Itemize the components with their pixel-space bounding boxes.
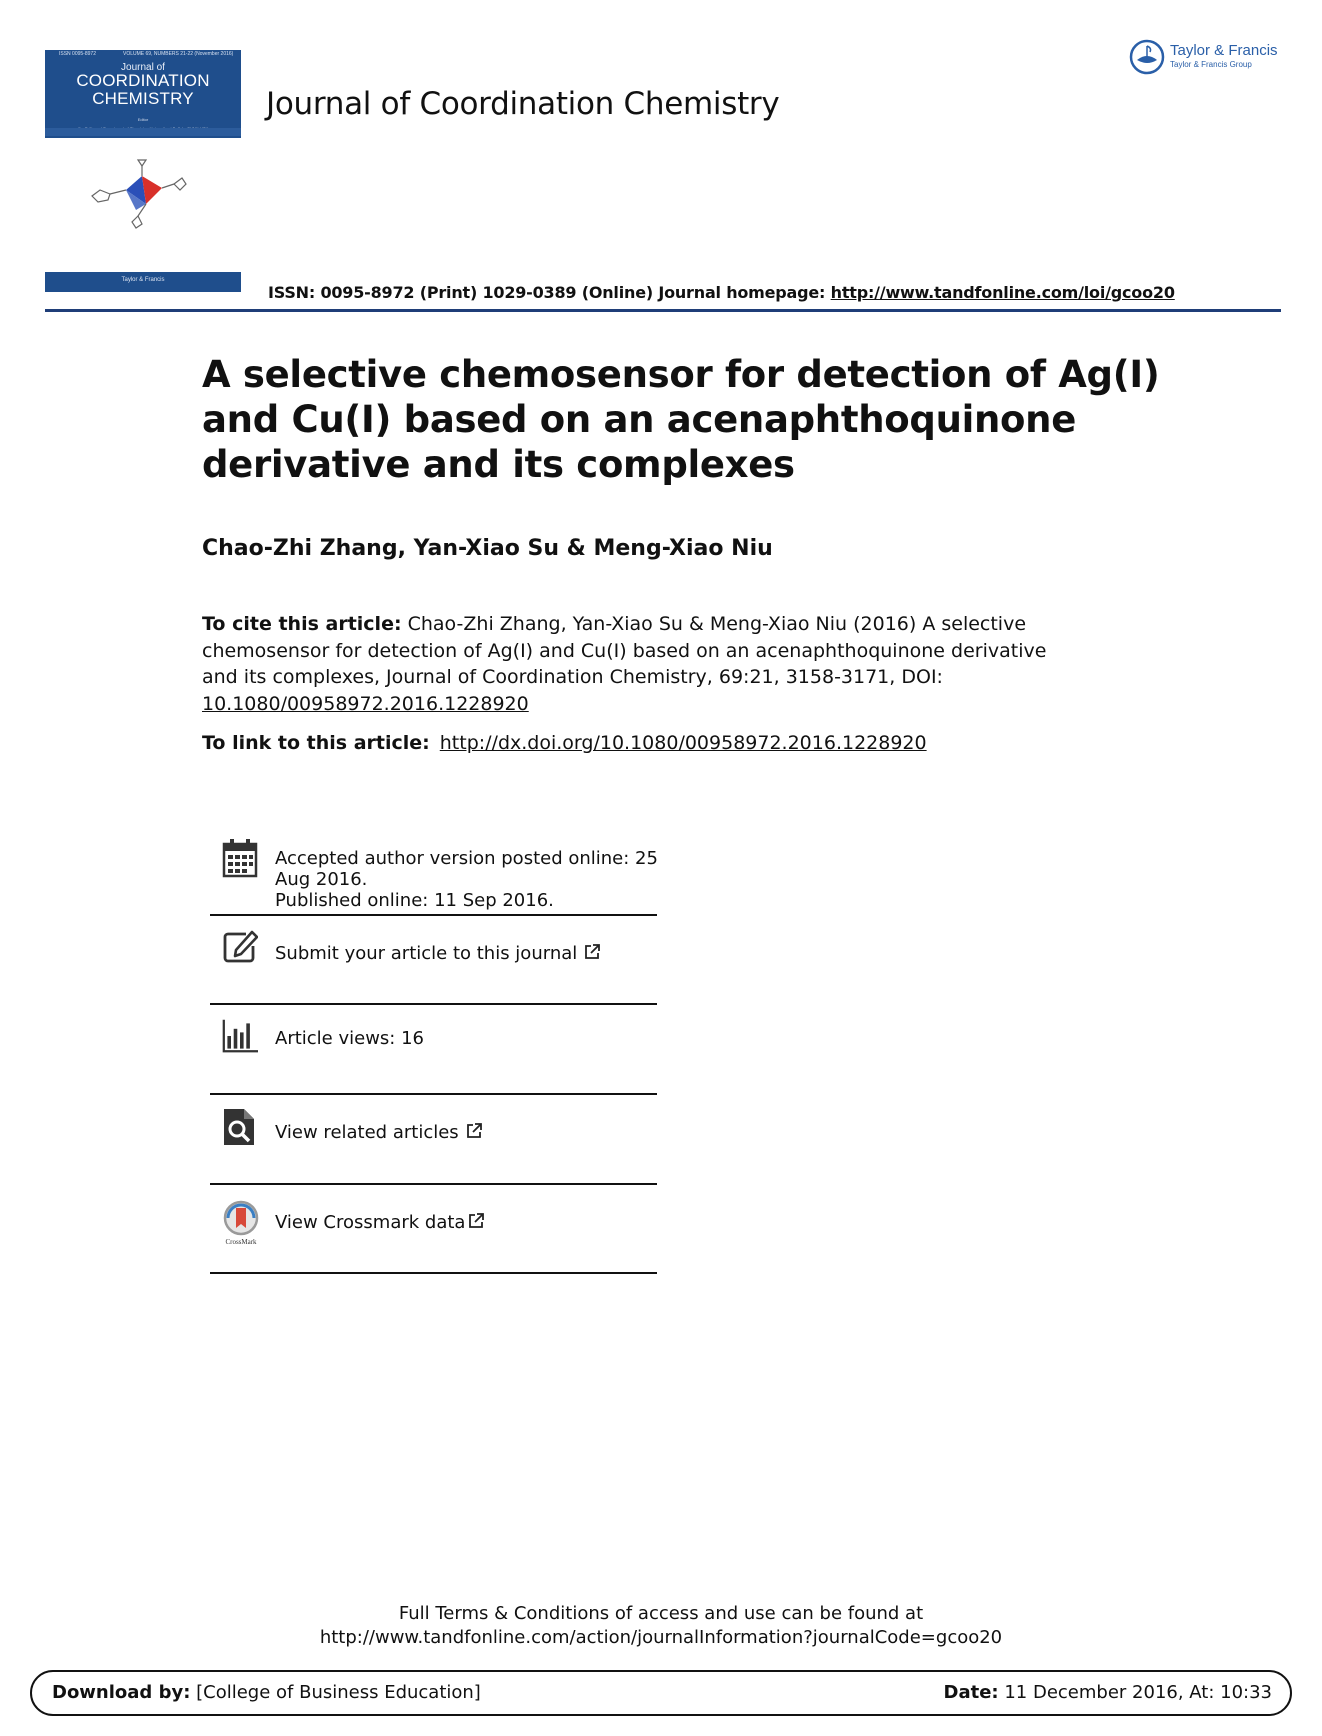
divider <box>210 1093 657 1095</box>
issn-text: ISSN: 0095-8972 (Print) 1029-0389 (Online) Journal homepage: <box>268 283 831 302</box>
divider <box>210 1003 657 1005</box>
article-link <box>202 732 927 754</box>
divider <box>210 1272 657 1274</box>
view-crossmark-link[interactable] <box>275 1212 485 1233</box>
view-related-articles-link[interactable] <box>275 1122 483 1143</box>
article-title: A selective chemosensor for detection of Ag(I) and Cu(I) based on an acenaphthoquinone derivative and its complexes <box>202 353 1160 486</box>
download-by <box>52 1682 481 1703</box>
cover-title-line2: CHEMISTRY <box>92 89 194 108</box>
cover-volume: VOLUME 69, NUMBERS 21-22 (November 2016) <box>123 51 234 57</box>
cover-publisher-band <box>45 272 241 292</box>
bar-chart-icon <box>222 1016 258 1056</box>
cite-label: To cite this article: <box>202 613 402 635</box>
date-value: 11 December 2016, At: 10:33 <box>998 1682 1272 1703</box>
cover-title <box>45 72 241 108</box>
citation <box>202 611 1082 717</box>
header-rule <box>45 309 1281 312</box>
issn-line <box>268 283 1175 302</box>
external-link-icon <box>583 943 601 961</box>
download-date <box>944 1682 1272 1703</box>
cover-title-line1: COORDINATION <box>76 71 210 90</box>
article-authors: Chao-Zhi Zhang, Yan-Xiao Su & Meng-Xiao Niu <box>202 536 773 561</box>
publisher-group: Taylor & Francis Group <box>1170 60 1252 69</box>
journal-title: Journal of Coordination Chemistry <box>266 86 780 122</box>
submit-article-link[interactable] <box>275 943 601 964</box>
journal-cover <box>45 50 241 138</box>
external-link-icon <box>467 1212 485 1230</box>
molecule-image <box>88 158 188 230</box>
related-articles-icon <box>222 1107 258 1147</box>
publication-dates <box>275 848 658 911</box>
publisher-logo <box>1128 38 1288 78</box>
cite-doi-link[interactable]: 10.1080/00958972.2016.1228920 <box>202 692 529 715</box>
article-views: Article views: 16 <box>275 1028 424 1049</box>
accepted-line1: Accepted author version posted online: 25 <box>275 848 658 869</box>
edit-icon <box>222 926 258 966</box>
cover-issn: ISSN 0095-8972 <box>59 51 96 57</box>
terms-notice <box>0 1602 1322 1650</box>
accepted-line2: Aug 2016. <box>275 869 368 890</box>
submit-label: Submit your article to this journal <box>275 943 578 964</box>
journal-homepage-link[interactable]: http://www.tandfonline.com/loi/gcoo20 <box>830 283 1175 302</box>
related-label: View related articles <box>275 1122 459 1143</box>
divider <box>210 1183 657 1185</box>
crossmark-icon <box>220 1200 262 1246</box>
cover-editor-label: Editor <box>137 117 149 122</box>
published-date: Published online: 11 Sep 2016. <box>275 890 554 911</box>
cover-publisher: Taylor & Francis <box>121 277 165 283</box>
download-info-box <box>30 1670 1292 1716</box>
download-value: [College of Business Education] <box>190 1682 481 1703</box>
crossmark-logo-text: CrossMark <box>225 1238 257 1246</box>
link-label: To link to this article: <box>202 732 430 754</box>
publisher-logo-icon <box>1128 38 1166 76</box>
publisher-name: Taylor & Francis <box>1170 42 1278 59</box>
external-link-icon <box>465 1122 483 1140</box>
cover-stripe <box>45 128 241 136</box>
crossmark-label: View Crossmark data <box>275 1212 466 1233</box>
download-label: Download by: <box>52 1682 191 1703</box>
terms-link[interactable]: http://www.tandfonline.com/action/journalInformation?journalCode=gcoo20 <box>319 1627 1003 1648</box>
cite-text: Chao-Zhi Zhang, Yan-Xiao Su & Meng-Xiao Niu (2016) A selective chemosensor for detection of Ag(I) and Cu(I) based on an acenaphthoquinone derivative and its complexes, Journal of Coordination Chemistry, 69:21, 3158-3171, DOI: <box>202 613 1047 688</box>
article-doi-link[interactable]: http://dx.doi.org/10.1080/00958972.2016.1228920 <box>439 732 927 754</box>
divider <box>210 914 657 916</box>
calendar-icon <box>222 838 258 878</box>
cover-journal-of: Journal of <box>121 62 165 73</box>
terms-line1: Full Terms & Conditions of access and use can be found at <box>398 1603 924 1624</box>
date-label: Date: <box>943 1682 999 1703</box>
